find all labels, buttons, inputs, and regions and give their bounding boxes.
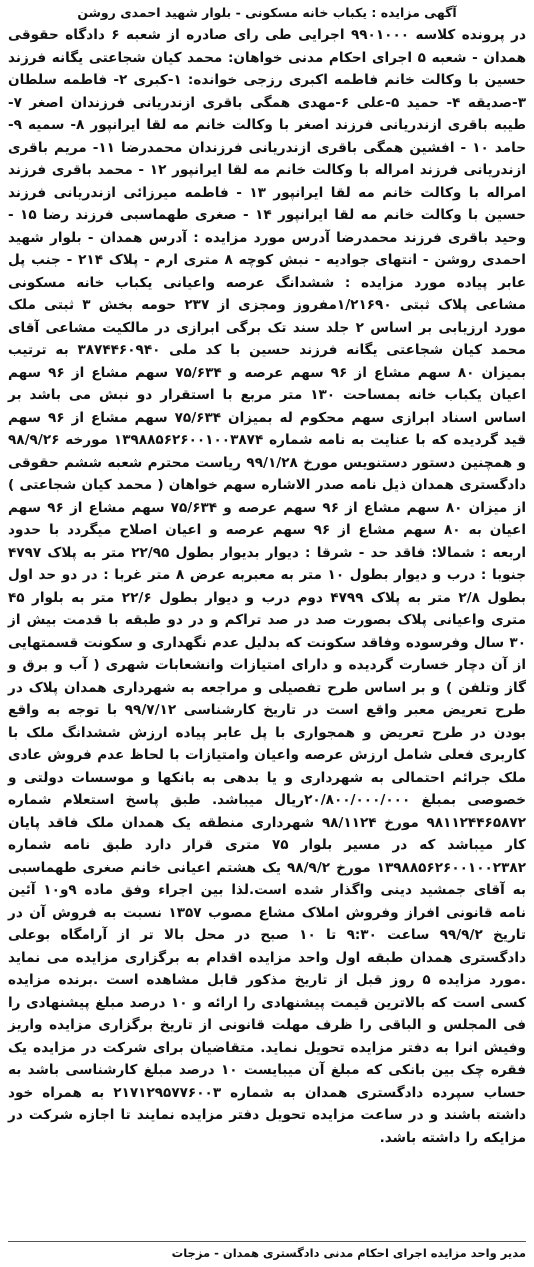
notice-body: در پرونده کلاسه ۹۹۰۱۰۰۰ اجرایی طی رای صادره از شعبه ۶ دادگاه حقوقی همدان - شعبه ۵ اجرای احکام مدنی خواهان: محمد کیان شجاعتی یگانه فرزند حسین با وکالت خانم فاطمه اکبری رزجی خوانده: ۱-کبری ۲- فاطمه سلطان ۳-صدیقه ۴- حمید ۵-علی ۶-مهدی همگی باقری ازندریانی فرزندان اصغر ۷- طیبه باقری ازندریانی فرزند اصغر با وکالت خانم مه لقا ایرانپور ۸- سمیه ۹- حامد ۱۰ - افشین همگی باقری ازندریانی فرزندان محمدرضا ۱۱- مریم باقری ازندریانی فرزند امراله با وکالت خانم مه لقا ایرانپور ۱۲ - محمد باقری فرزند امراله با وکالت خانم مه لقا ایرانپور ۱۳ - فاطمه میرزائی ازندریانی فرزند حسین با وکالت خانم مه لقا ایرانپور ۱۴ - صغری طهماسبی فرزند رضا ۱۵ - وحید باقری فرزند محمدرضا آدرس مورد مزایده : آدرس همدان - بلوار شهید احمدی روشن - انتهای جوادیه - نبش کوچه ۸ متری ارم - پلاک ۲۱۴ - جنب پل عابر پیاده مورد مزایده : ششدانگ عرصه واعیانی یکباب خانه مسکونی مشاعی پلاک ثبتی ۱/۲۱۶۹۰مفروز ومجزی از ۲۳۷ حومه بخش ۳ ثبتی ملک مورد ارزیابی بر اساس ۲ جلد سند تک برگی ابرازی در مالکیت مشاعی آقای محمد کیان شجاعتی یگانه فرزند حسین با کد ملی ۳۸۷۴۴۶۰۹۴۰ به ترتیب بمیزان ۸۰ سهم مشاع از ۹۶ سهم عرصه و ۷۵/۶۳۴ سهم مشاع از ۹۶ سهم اعیان یکباب خانه بمساحت ۱۳۰ متر مربع با استقرار دو نبش می باشد بر اساس اسناد ابرازی سهم محکوم له بمیزان ۷۵/۶۳۴ سهم مشاع از ۹۶ سهم قید گردیده که با عنایت به نامه شماره ۱۳۹۸۸۵۶۲۶۰۰۱۰۰۳۸۷۴ مورخه ۹۸/۹/۲۶ و همچنین دستور دستنویس مورخ ۹۹/۱/۲۸ ریاست محترم شعبه ششم حقوقی دادگستری همدان ذیل نامه صدر الاشاره سهم خواهان ( محمد کیان شجاعتی ) از میزان ۸۰ سهم مشاع از ۹۶ سهم عرصه و ۷۵/۶۳۴ سهم مشاع از ۹۶ سهم اعیان به ۸۰ سهم مشاع از ۹۶ سهم عرصه و اعیان اصلاح میگردد با حدود اربعه : شمالا: فاقد حد - شرقا : دیوار بدیوار بطول ۲۲/۹۵ متر به پلاک ۴۷۹۷ جنوبا : درب و دیوار بطول ۱۰ متر به معبربه عرض ۸ متر غربا : در دو حد اول بطول ۲/۸ متر به پلاک ۴۷۹۹ دوم درب و دیوار بطول ۲۲/۶ متر به بلوار ۴۵ متری واعیانی پلاک بصورت صد در صد تراکم و در دو طبقه با قدمت بیش از ۳۰ سال وفرسوده وفاقد سکونت که بدلیل عدم نگهداری و سکونت قسمتهایی از آن دچار خسارت گردیده و دارای امتیازات وانشعابات شهری ( آب و برق و گاز وتلفن ) و بر اساس طرح تفصیلی و مراجعه به شهرداری همدان پلاک در طرح تعریض معبر واقع است در تاریخ کارشناسی ۹۹/۷/۱۲ با توجه به واقع بودن در طرح تعریض و همجواری با پل عابر پیاده ارزش ششدانگ ملک با کاربری فعلی شامل ارزش عرصه واعیان وامتیازات با لحاظ عدم فروش عادی ملک جرائم احتمالی به شهرداری و یا بدهی به بانکها و موسسات دولتی و خصوصی بمبلغ ۲۰/۸۰۰/۰۰۰/۰۰۰ریال میباشد. طبق پاسخ استعلام شماره ۹۸۱۱۲۴۴۶۵۸۷۲ مورخ ۹۸/۱۱۲۴ شهرداری منطقه یک همدان ملک فاقد پایان کار میباشد که در مسیر بلوار ۷۵ متری قرار دارد طبق نامه شماره ۱۳۹۸۸۵۶۲۶۰۰۱۰۰۲۳۸۲ مورخ ۹۸/۹/۲ یک هشتم اعیانی خانم صغری طهماسبی به آقای جمشید دینی واگذار شده است.لذا بین اجراء وفق ماده ۹و۱۰ آئین نامه قانونی افراز وفروش املاک مشاع مصوب ۱۳۵۷ نسبت به فروش آن در تاریخ ۹۹/۹/۲ ساعت ۹:۳۰ تا ۱۰ صبح در محل بالا تر از آرامگاه بوعلی دادگستری همدان طبقه اول واحد مزایده اقدام به برگزاری مزایده می نماید .مورد مزایده ۵ روز قبل از تاریخ مذکور قابل مشاهده است .برنده مزایده کسی است که بالاترین قیمت پیشنهادی را ارائه و ۱۰ درصد مبلغ پیشنهادی را فی المجلس و الباقی را ظرف مهلت قانونی از تاریخ برگزاری مزایده واریز وفیش انرا به دفتر مزایده تحویل نماید. متقاضیان برای شرکت در مزایده یک فقره چک بین بانکی که مبلغ آن میبایست ۱۰ درصد مبلغ کارشناسی باشد به حساب سپرده دادگستری همدان به شماره ۲۱۷۱۲۹۵۷۷۶۰۰۳ به همراه خود داشته باشند و در ساعت مزایده تحویل دفتر مزایده نمایند تا اجازه شرکت در مزایکه را داشته باشد. [8, 27, 527, 1146]
notice-signature: مدیر واحد مزایده اجرای احکام مدنی دادگستری همدان - مزجات [8, 1241, 526, 1261]
notice-title: آگهی مزایده : یکباب خانه مسکونی - بلوار شهید احمدی روشن [77, 5, 457, 20]
